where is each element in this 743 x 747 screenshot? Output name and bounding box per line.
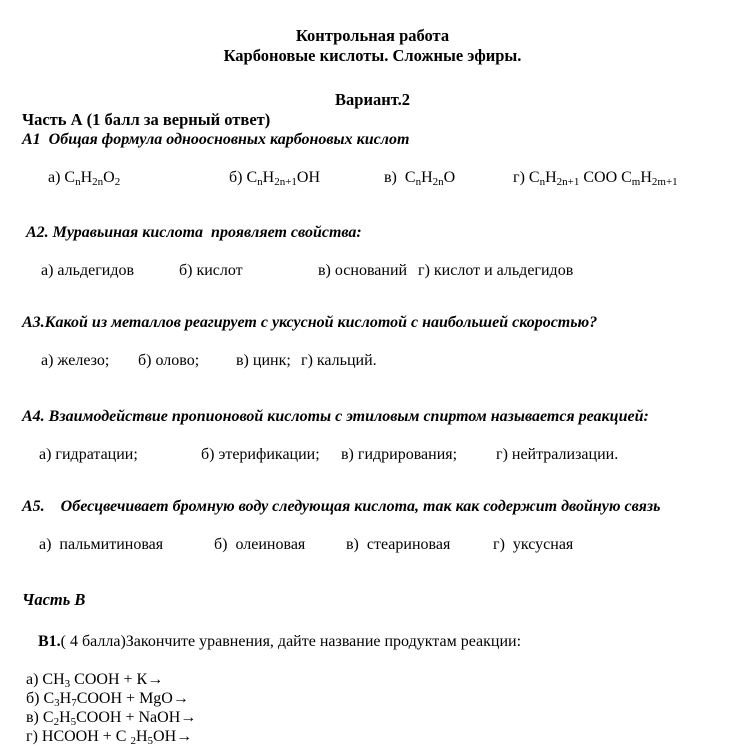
question-b1-instruction: ( 4 балла)Закончите уравнения, дайте название продуктам реакции:	[60, 633, 522, 650]
document-title	[22, 26, 723, 66]
option-a2-a: а) альдегидов	[41, 262, 135, 279]
question-a3-text: А3.Какой из металлов реагирует с уксусной кислотой с наибольшей скоростью?	[22, 314, 598, 331]
option-a2-g: г) кислот и альдегидов	[418, 262, 574, 279]
option-a2-b: б) кислот	[179, 262, 243, 279]
question-a1-options	[32, 149, 723, 206]
option-a4-g: г) нейтрализации.	[496, 446, 619, 463]
title-line-2: Карбоновые кислоты. Сложные эфиры.	[223, 46, 522, 65]
question-a5-options	[23, 516, 723, 573]
question-a5-text: А5. Обесцвечивает бромную воду следующая кислота, так как содержит двойную связь	[22, 498, 661, 515]
option-a1-g: г) $C_nH_{2n+1}$ COO $C_mH_{2m+1}$	[513, 169, 678, 188]
option-a1-b: б) $C_nH_{2n+1}OH$	[229, 169, 321, 188]
option-a3-b: б) олово;	[138, 352, 200, 369]
option-a5-v: в) стеариновая	[346, 536, 451, 553]
option-a4-b: б) этерификации;	[201, 446, 320, 463]
variant-heading: Вариант.2	[335, 90, 410, 109]
option-a5-g: г) уксусная	[493, 536, 574, 553]
option-a5-a: а) пальмитиновая	[39, 536, 164, 553]
part-b-header: Часть В	[22, 590, 86, 609]
option-a5-b: б) олеиновая	[214, 536, 306, 553]
option-a1-a: а) $C_nH_{2n}O_2$	[48, 169, 121, 188]
equation-b1-b: б) $C_3H_7COOH + MgO\to$	[22, 690, 189, 709]
question-b1-number: В1.	[38, 633, 61, 650]
part-a-header: Часть А (1 балл за верный ответ)	[22, 110, 271, 129]
question-a4-text: А4. Взаимодействие пропионовой кислоты с этиловым спиртом называется реакцией:	[22, 408, 649, 425]
option-a3-v: в) цинк;	[236, 352, 291, 369]
equation-b1-a: а) $CH_3$ COOH + К→	[22, 671, 164, 690]
option-a3-g: г) кальций.	[301, 352, 377, 369]
option-a3-a: а) железо;	[41, 352, 110, 369]
question-a3-options	[25, 332, 723, 389]
question-a4-options	[23, 426, 723, 483]
question-a1-text: А1 Общая формула одноосновных карбоновых кислот	[22, 131, 410, 148]
option-a4-v: в) гидрирования;	[341, 446, 458, 463]
equation-b1-g: г) HCOOH + C $_2H_5OH\to$	[22, 728, 193, 747]
option-a1-v: в) $C_nH_{2n}O$	[384, 169, 456, 188]
option-a4-a: а) гидратации;	[39, 446, 138, 463]
question-a2-options	[25, 242, 723, 299]
equation-b1-v: в) $C_2H_5COOH$ + NaOH→	[22, 709, 197, 728]
question-b1-text	[22, 613, 723, 670]
question-a2-text: А2. Муравьиная кислота проявляет свойства:	[22, 224, 362, 241]
title-line-1: Контрольная работа	[295, 26, 450, 45]
option-a2-v: в) оснований	[318, 262, 408, 279]
